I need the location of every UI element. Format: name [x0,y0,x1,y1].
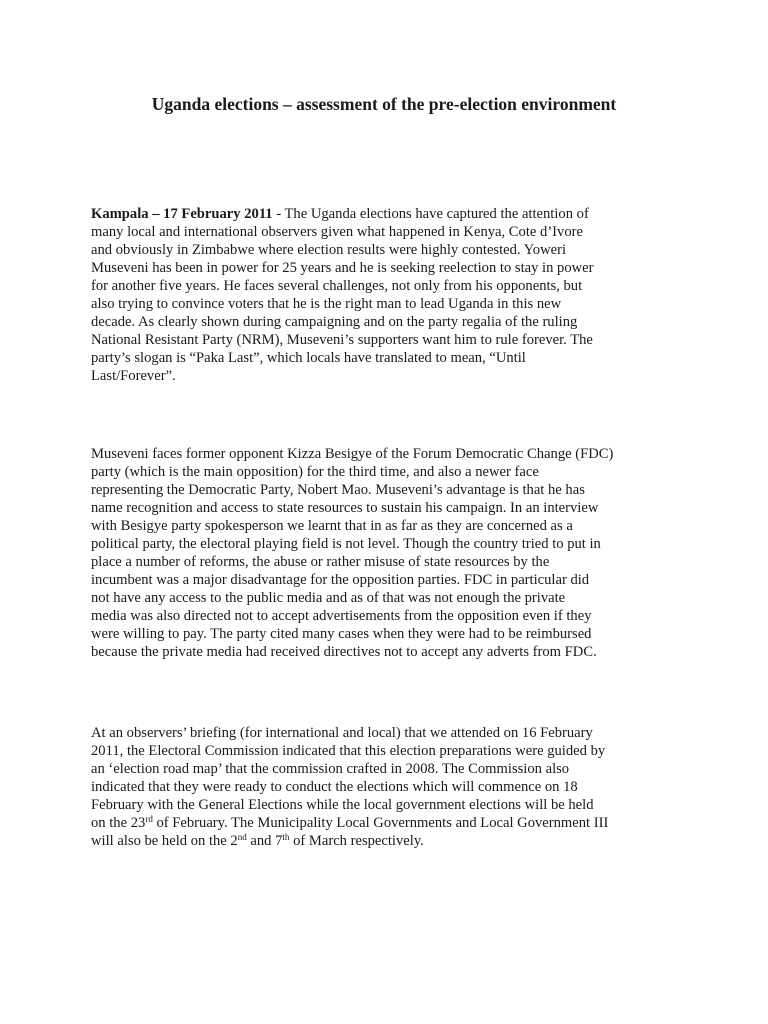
paragraph-line: for another five years. He faces several challenges, not only from his opponents, but [91,278,583,294]
document-title: Uganda elections – assessment of the pre-election environment [151,94,617,114]
paragraph-line [91,814,687,832]
paragraph-line: party (which is the main opposition) for the third time, and also a newer face [91,464,539,480]
paragraph-line: At an observers’ briefing (for international and local) that we attended on 16 February [91,725,593,741]
paragraph-line: many local and international observers given what happened in Kenya, Cote d’Ivore [91,224,583,240]
paragraph-line: Last/Forever”. [91,368,176,384]
ordinal-suffix: nd [237,832,247,842]
paragraph-line: an ‘election road map’ that the commission crafted in 2008. The Commission also [91,761,570,777]
paragraph-line: name recognition and access to state resources to sustain his campaign. In an interview [91,500,599,516]
paragraph-line: Museveni faces former opponent Kizza Besigye of the Forum Democratic Change (FDC) [91,446,614,462]
paragraph-line: decade. As clearly shown during campaigning and on the party regalia of the ruling [91,314,578,330]
paragraph-line [91,832,687,850]
paragraph-opposition [91,445,687,661]
paragraph-line: media was also directed not to accept advertisements from the opposition even if they [91,608,592,624]
paragraph-line: not have any access to the public media and as of that was not enough the private [91,590,566,606]
line-text: on the 23 [91,815,146,831]
paragraph-line: place a number of reforms, the abuse or rather misuse of state resources by the [91,554,550,570]
ordinal-suffix: th [282,832,290,842]
paragraph-line: with Besigye party spokesperson we learnt that in as far as they are concerned as a [91,518,573,534]
paragraph-line: representing the Democratic Party, Nobert Mao. Museveni’s advantage is that he has [91,482,585,498]
paragraph-line: political party, the electoral playing field is not level. Though the country tried to put in [91,536,601,552]
paragraph-line: indicated that they were ready to conduct the elections which will commence on 18 [91,779,578,795]
paragraph-line: February with the General Elections while the local government elections will be held [91,797,594,813]
line-text: of March respectively. [289,833,424,849]
paragraph-line [91,205,687,223]
paragraph-line: because the private media had received directives not to accept any adverts from FDC. [91,644,597,660]
paragraph-line: Museveni has been in power for 25 years and he is seeking reelection to stay in power [91,260,594,276]
paragraph-line: and obviously in Zimbabwe where election results were highly contested. Yoweri [91,242,567,258]
paragraph-line: 2011, the Electoral Commission indicated that this election preparations were guided by [91,743,606,759]
paragraph-line: also trying to convince voters that he is the right man to lead Uganda in this new [91,296,562,312]
dateline: Kampala – 17 February 2011 [91,206,273,222]
paragraph-briefing [91,724,687,850]
line-text: will also be held on the 2 [91,833,238,849]
paragraph-line: party’s slogan is “Paka Last”, which locals have translated to mean, “Until [91,350,526,366]
paragraph-line: National Resistant Party (NRM), Museveni’s supporters want him to rule forever. The [91,332,593,348]
ordinal-suffix: rd [145,814,153,824]
paragraph-intro [91,205,687,385]
paragraph-line: incumbent was a major disadvantage for the opposition parties. FDC in particular did [91,572,590,588]
paragraph-text: - The Uganda elections have captured the attention of [272,206,589,222]
line-text: of February. The Municipality Local Governments and Local Government III [152,815,609,831]
paragraph-line: were willing to pay. The party cited many cases when they were had to be reimbursed [91,626,592,642]
line-text: and 7 [246,833,283,849]
